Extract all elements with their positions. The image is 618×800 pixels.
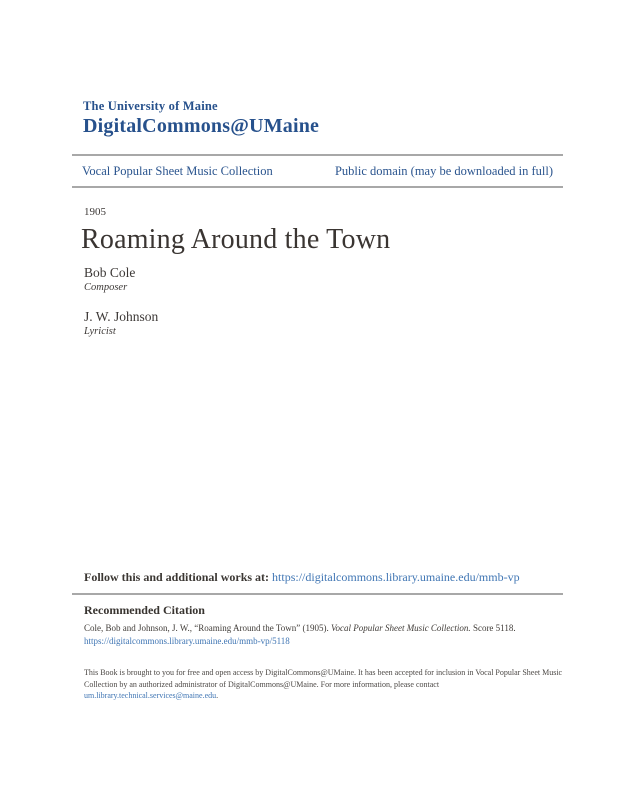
citation-text [84,622,558,634]
follow-label: Follow this and additional works at: [84,570,270,584]
contributor-composer [84,264,158,294]
footer-email-link[interactable]: um.library.technical.services@maine.edu [84,691,217,700]
footer-period: . [216,691,219,700]
collection-name: Vocal Popular Sheet Music Collection [82,163,273,178]
rule-citation-top [72,593,563,595]
citation-authors-title: Cole, Bob and Johnson, J. W., “Roaming Around the Town” (1905). [84,623,331,633]
citation-source: Vocal Popular Sheet Music Collection. [330,623,471,633]
masthead [83,99,319,138]
citation-record-link[interactable]: https://digitalcommons.library.umaine.edu/mmb-vp/5118 [84,636,290,646]
contributors [84,264,158,352]
rule-collection-bottom [72,186,563,188]
collection-bar [72,156,563,186]
contributor-role: Composer [84,282,128,293]
contributor-role: Lyricist [84,326,116,337]
contributor-name: Bob Cole [84,265,136,280]
contributor-name: J. W. Johnson [84,309,159,324]
contributor-lyricist [84,308,158,338]
follow-collection-link[interactable]: https://digitalcommons.library.umaine.edu/mmb-vp [272,570,520,584]
citation-heading: Recommended Citation [84,603,205,617]
publication-year: 1905 [84,206,106,218]
site-name: DigitalCommons@UMaine [83,115,320,137]
citation-score: Score 5118. [472,623,516,633]
citation-section [84,603,558,647]
footer-note [84,667,564,702]
footer-line3 [84,690,564,702]
work-title: Roaming Around the Town [81,224,391,255]
footer-line1: This Book is brought to you for free and open access by DigitalCommons@UMaine. It has been accepted for inclusion in Vocal Popular Sheet Music [84,668,563,677]
institution-name: The University of Maine [83,99,218,113]
access-statement: Public domain (may be downloaded in full) [334,163,553,178]
footer-line2: Collection by an authorized administrator of DigitalCommons@UMaine. For more information, please contact [84,679,440,689]
follow-line [84,570,520,585]
